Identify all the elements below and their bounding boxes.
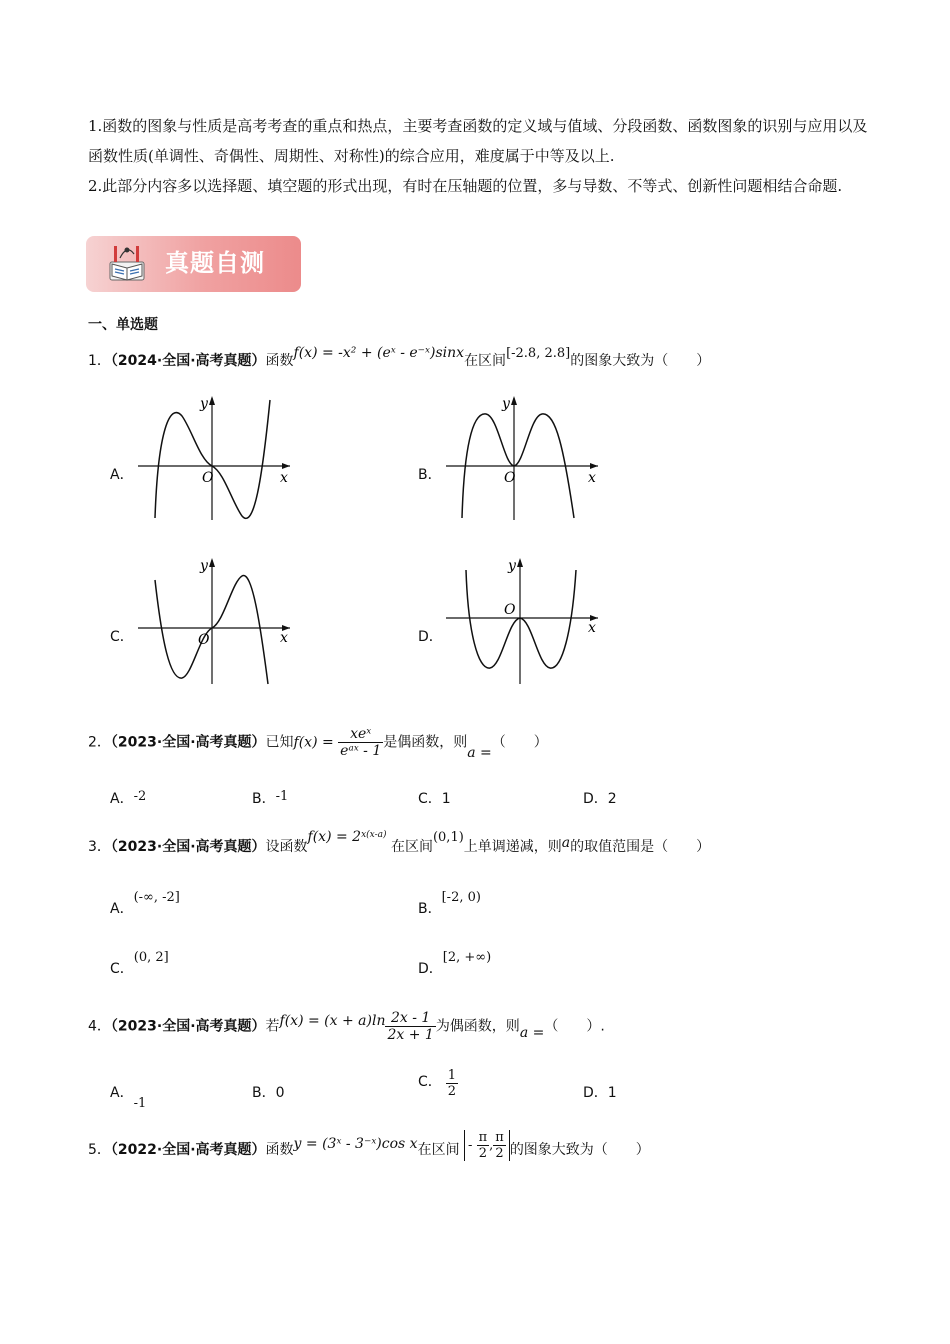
section-heading: 一、单选题: [88, 317, 158, 333]
question-4: [88, 1010, 605, 1043]
q4-option-d[interactable]: D．1: [583, 1085, 617, 1101]
q2-option-a[interactable]: A．-2: [110, 789, 147, 807]
question-text: 函数: [265, 1141, 294, 1158]
fraction: $\frac{2x - 1}{2x + 1}$: [387, 1010, 434, 1043]
y-axis-label: y: [200, 396, 208, 412]
question-text: 的图象大致为（ ）: [509, 1141, 650, 1158]
question-source: （2022·全国·高考真题）: [110, 1141, 266, 1158]
fraction: $\frac{\text{xeˣ}}{\text{eᵃˣ - 1}}$: [340, 726, 382, 759]
function-lhs: f(x) =: [293, 734, 334, 751]
question-number: 1．: [88, 353, 111, 369]
question-text: 在区间: [390, 839, 433, 855]
origin-label: O: [504, 602, 516, 618]
question-text: 的图象大致为（ ）: [570, 353, 711, 369]
option-b-label[interactable]: B．: [418, 467, 442, 483]
y-axis-label: y: [200, 558, 208, 574]
question-5: [88, 1130, 650, 1161]
x-axis-label: x: [588, 470, 596, 486]
q2-option-b[interactable]: B．-1: [252, 789, 289, 807]
q4-option-c[interactable]: C． $\frac{1}{2}$: [418, 1068, 457, 1099]
question-text: 上单调递减，则: [463, 839, 562, 855]
y-axis-label: y: [502, 396, 510, 412]
question-text: 在区间: [417, 1141, 460, 1158]
question-text: （ ）.: [544, 1018, 605, 1035]
x-axis-label: x: [280, 470, 288, 486]
function-formula: f(x) = 2: [307, 829, 362, 845]
graph-option-a[interactable]: [130, 390, 300, 525]
origin-label: O: [504, 470, 516, 486]
question-source: （2023·全国·高考真题）: [110, 734, 266, 751]
question-text: 的取值范围是（ ）: [570, 839, 711, 855]
question-text: 设函数: [265, 839, 308, 855]
variable: a: [561, 835, 571, 851]
question-text: 是偶函数，则: [383, 734, 468, 751]
question-2: [88, 726, 548, 759]
variable: a =: [519, 1024, 545, 1041]
question-text: 在区间: [464, 353, 507, 369]
q4-option-a[interactable]: A．-1: [110, 1085, 147, 1111]
question-text: 若: [265, 1018, 280, 1035]
question-source: （2024·全国·高考真题）: [110, 353, 266, 369]
interval: [-2.8, 2.8]: [506, 346, 571, 361]
banner-title: 真题自测: [165, 249, 265, 277]
q3-option-c[interactable]: C．(0, 2]: [110, 950, 169, 977]
q3-option-d[interactable]: D．[2, +∞): [418, 950, 492, 977]
q2-option-d[interactable]: D．2: [583, 791, 617, 807]
question-text: （ ）: [491, 734, 548, 751]
question-text: 为偶函数，则: [435, 1018, 520, 1035]
y-axis-label: y: [508, 558, 516, 574]
question-1: [88, 345, 711, 370]
option-c-label[interactable]: C．: [110, 629, 134, 645]
question-source: （2023·全国·高考真题）: [110, 839, 266, 855]
function-formula: f(x) = -x² + (eˣ - e⁻ˣ)sinx: [293, 345, 465, 361]
interval: (0,1): [432, 830, 464, 845]
q2-option-c[interactable]: C．1: [418, 791, 451, 807]
x-axis-label: x: [588, 620, 596, 636]
function-formula: f(x) = (x + a)ln: [279, 1012, 386, 1029]
function-formula: y = (3ˣ - 3⁻ˣ)cos x: [293, 1135, 418, 1152]
origin-label: O: [198, 632, 210, 648]
question-3: [88, 829, 711, 856]
exponent: x(x-a): [361, 830, 387, 841]
q3-option-a[interactable]: A．(-∞, -2]: [110, 890, 180, 917]
origin-label: O: [202, 470, 214, 486]
question-text: 函数: [265, 353, 294, 369]
graph-option-c[interactable]: [130, 552, 300, 687]
intro-paragraph-2: 2.此部分内容多以选择题、填空题的形式出现，有时在压轴题的位置，多与导数、不等式、创新性问题相结合命题.: [88, 177, 843, 195]
option-d-label[interactable]: D．: [418, 629, 443, 645]
question-number: 3．: [88, 839, 111, 855]
question-number: 4．: [88, 1018, 111, 1035]
option-a-label[interactable]: A．: [110, 467, 134, 483]
graph-option-b[interactable]: [438, 390, 608, 525]
graph-option-d[interactable]: [438, 552, 608, 687]
question-source: （2023·全国·高考真题）: [110, 1018, 266, 1035]
question-number: 2．: [88, 734, 111, 751]
variable: a =: [467, 744, 492, 761]
q3-option-b[interactable]: B．[-2, 0): [418, 890, 481, 917]
x-axis-label: x: [280, 630, 288, 646]
intro-paragraph-1: 1.函数的图象与性质是高考考查的重点和热点，主要考查函数的定义域与值域、分段函数、函数图象的识别与应用以及函数性质(单调性、奇偶性、周期性、对称性)的综合应用，难度属于中等及以上.: [88, 117, 868, 165]
interval: - $\frac{\pi}{2}$ , $\frac{\pi}{2}$: [464, 1130, 510, 1161]
question-number: 5．: [88, 1141, 111, 1158]
question-text: 已知: [265, 734, 294, 751]
book-icon: [108, 242, 148, 288]
q4-option-b[interactable]: B．0: [252, 1085, 285, 1101]
